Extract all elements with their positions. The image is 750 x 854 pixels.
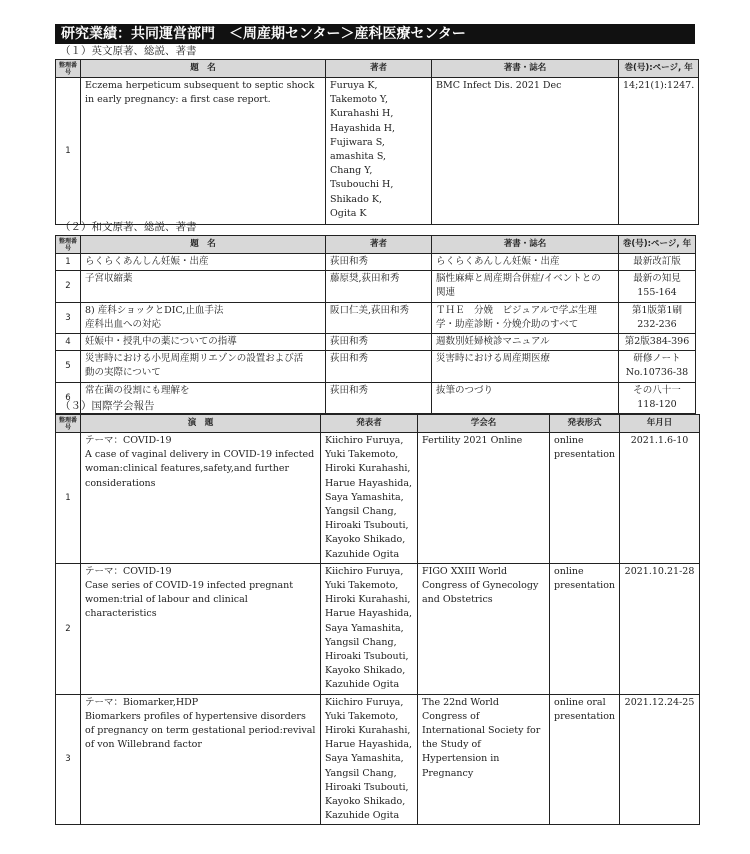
paper-pages: [619, 302, 696, 333]
authors-text: 荻田和秀: [330, 336, 369, 348]
pages-line: 第1版第1刷: [631, 304, 683, 316]
paper-title: [81, 78, 326, 225]
paper-journal: [432, 382, 619, 413]
presenter-name: Hiroki Kurahashi,: [325, 463, 411, 475]
presenter-name: Kayoko Shikado,: [325, 796, 406, 808]
paper-pages: [619, 351, 696, 382]
col-header-pages: 巻(号):ページ, 年: [619, 60, 699, 78]
journal-line: 災害時における周産期医療: [436, 353, 551, 365]
col-header-title: 演 題: [81, 415, 321, 433]
conference-name: [418, 694, 550, 825]
presentation-title-text: Case series of COVID-19 infected pregnant women:trial of labour and clinical characteristics: [85, 580, 294, 620]
presentation-theme: テーマ：COVID-19: [85, 435, 172, 446]
row-number: [56, 271, 81, 302]
presenter-name: Saya Yamashita,: [325, 491, 404, 503]
row-number: [56, 694, 81, 825]
pages-line: その八十一: [633, 384, 681, 396]
paper-authors: [326, 302, 432, 333]
col-header-journal: 著書・誌名: [432, 236, 619, 254]
paper-journal: [432, 78, 619, 225]
paper-title-line: 産科出血への対応: [85, 318, 162, 330]
paper-pages: [619, 382, 696, 413]
presenter-name: Kazuhide Ogita: [325, 810, 400, 822]
presenter-name: Hiroki Kurahashi,: [325, 725, 411, 737]
row-number-text: 2: [65, 281, 71, 292]
paper-journal: [432, 351, 619, 382]
row-number: [56, 302, 81, 333]
paper-title: [81, 302, 326, 333]
paper-title-line: 妊娠中・授乳中の薬についての指導: [85, 336, 237, 348]
presenter-name: Kayoko Shikado,: [325, 534, 406, 546]
presentation-title-text: Biomarkers profiles of hypertensive disorders of pregnancy on term gestational period:revival of von Willebrand factor: [85, 710, 316, 751]
paper-authors: [326, 382, 432, 413]
presenter-name: Kiichiro Furuya,: [325, 696, 404, 708]
author-name: Chang Y,: [330, 165, 373, 177]
presenter-name: Kazuhide Ogita: [325, 679, 400, 691]
author-name: Takemoto Y,: [330, 94, 388, 106]
paper-title-line: 動の実際について: [85, 367, 161, 379]
paper-journal: [432, 271, 619, 302]
pages-line: 155-164: [637, 287, 677, 299]
paper-journal: [432, 302, 619, 333]
journal-line: 抜筆のつづり: [436, 384, 494, 396]
paper-pages: [619, 254, 696, 271]
presentation-title: [81, 694, 321, 825]
journal-line: 関連: [436, 287, 456, 299]
paper-authors: [326, 254, 432, 271]
presenter-name: Hiroki Kurahashi,: [325, 594, 411, 606]
presenter-name: Kayoko Shikado,: [325, 665, 406, 677]
pages-line: 118-120: [637, 398, 677, 410]
row-number-text: 1: [65, 492, 71, 503]
table-row: [56, 78, 699, 225]
conference-text: The 22nd World Congress of International Society for the Study of Hypertension in Pregnancy: [422, 696, 541, 779]
presenters: [321, 694, 418, 825]
col-header-presenters: 発表者: [321, 415, 418, 433]
row-number: [56, 351, 81, 382]
authors-text: 藤原奨,荻田和秀: [330, 273, 400, 285]
col-header-number: 整理番号: [56, 415, 81, 433]
paper-authors: [326, 351, 432, 382]
section3-heading: （３）国際学会報告: [60, 400, 155, 412]
table-row: [56, 694, 700, 825]
japanese-papers-table: [55, 235, 696, 414]
date-text: 2021.1.6-10: [630, 435, 689, 446]
paper-authors: [326, 78, 432, 225]
table-row: [56, 433, 700, 564]
col-header-journal: 著書・誌名: [432, 60, 619, 78]
journal-text: BMC Infect Dis. 2021 Dec: [436, 80, 562, 91]
row-number: [56, 78, 81, 225]
journal-line: 学・助産診断・分娩介助のすべて: [436, 318, 579, 330]
section1-heading: （１）英文原著、総説、著書: [60, 45, 197, 57]
pages-line: 研修ノート: [633, 353, 681, 365]
authors-text: 荻田和秀: [330, 256, 369, 267]
paper-title-line: 常在菌の役割にも理解を: [85, 384, 190, 396]
presenter-name: Saya Yamashita,: [325, 753, 404, 765]
author-name: Ogita K: [330, 207, 367, 219]
col-header-number: 整理番号: [56, 60, 81, 78]
table-row: [56, 334, 696, 351]
paper-title: [81, 351, 326, 382]
presentation-title-text: A case of vaginal delivery in COVID-19 infected woman:clinical features,safety,and further considerations: [85, 449, 315, 489]
col-header-date: 年月日: [620, 415, 700, 433]
conference-name: [418, 563, 550, 694]
presenter-name: Hiroaki Tsubouti,: [325, 781, 409, 793]
pages-line: 232-236: [637, 318, 677, 330]
paper-title-line: 8) 産科ショックとDIC,止血手法: [85, 304, 224, 316]
format-text: online oral presentation: [554, 696, 616, 722]
date-text: 2021.12.24-25: [624, 696, 695, 708]
col-header-title: 題 名: [81, 236, 326, 254]
paper-journal: [432, 334, 619, 351]
presenter-name: Kazuhide Ogita: [325, 548, 400, 560]
row-number-text: 3: [65, 312, 71, 323]
format-text: online presentation: [554, 565, 616, 592]
presentation-format: [550, 433, 620, 564]
author-name: Tsubouchi H,: [330, 179, 394, 191]
row-number-text: 6: [65, 392, 71, 403]
row-number-text: 1: [65, 257, 71, 267]
col-header-format: 発表形式: [550, 415, 620, 433]
presentation-theme: テーマ：COVID-19: [85, 565, 172, 577]
col-header-conference: 学会名: [418, 415, 550, 433]
author-name: amashita S,: [330, 151, 387, 163]
presenter-name: Yuki Takemoto,: [325, 580, 399, 592]
row-number: [56, 433, 81, 564]
authors-text: 荻田和秀: [330, 353, 369, 365]
section2-heading: （２）和文原著、総説、著書: [60, 221, 197, 233]
journal-line: らくらくあんしん妊娠・出産: [436, 256, 560, 267]
paper-journal: [432, 254, 619, 271]
table-row: [56, 254, 696, 271]
author-name: Hayashida H,: [330, 122, 396, 134]
pages-line: 最新改訂版: [633, 256, 681, 267]
paper-pages: [619, 78, 699, 225]
presenter-name: Yangsil Chang,: [325, 506, 397, 518]
conference-text: FIGO XXIII World Congress of Gynecology and Obstetrics: [422, 565, 539, 606]
page-title: 研究業績：共同運営部門 ＜周産期センター＞産科医療センター: [55, 24, 695, 44]
paper-title-line: 災害時における小児周産期リエゾンの設置および活: [85, 353, 304, 365]
row-number-text: 2: [65, 623, 71, 634]
date-text: 2021.10.21-28: [624, 565, 695, 577]
row-number: [56, 254, 81, 271]
presentation-format: [550, 563, 620, 694]
paper-title: [81, 334, 326, 351]
pages-text: 14;21(1):1247.: [623, 80, 695, 91]
presenter-name: Yangsil Chang,: [325, 767, 397, 779]
author-name: Fujiwara S,: [330, 136, 385, 148]
presentation-date: [620, 563, 700, 694]
presentation-format: [550, 694, 620, 825]
conference-text: Fertility 2021 Online: [422, 435, 523, 446]
col-header-authors: 著者: [326, 60, 432, 78]
presenter-name: Kiichiro Furuya,: [325, 435, 404, 446]
presentation-theme: テーマ：Biomarker,HDP: [85, 696, 199, 708]
presenter-name: Yuki Takemoto,: [325, 710, 399, 722]
col-header-number: 整理番号: [56, 236, 81, 254]
col-header-title: 題 名: [81, 60, 326, 78]
journal-line: 脳性麻痺と周産期合併症/イベントとの: [436, 273, 601, 285]
presenter-name: Yangsil Chang,: [325, 636, 397, 648]
table-row: [56, 563, 700, 694]
presenters: [321, 563, 418, 694]
presenters: [321, 433, 418, 564]
presenter-name: Yuki Takemoto,: [325, 449, 399, 461]
presentation-title: [81, 563, 321, 694]
paper-title-line: らくらくあんしん妊娠・出産: [85, 256, 209, 267]
row-number-text: 5: [65, 361, 71, 372]
col-header-authors: 著者: [326, 236, 432, 254]
presentation-date: [620, 433, 700, 564]
presentation-title: [81, 433, 321, 564]
journal-line: ＴＨＥ 分娩 ビジュアルで学ぶ生理: [436, 304, 597, 316]
row-number: [56, 563, 81, 694]
author-name: Kurahashi H,: [330, 108, 394, 120]
english-papers-table: [55, 59, 699, 225]
paper-title-text: Eczema herpeticum subsequent to septic shock in early pregnancy: a first case report.: [85, 80, 315, 106]
table-row: [56, 351, 696, 382]
authors-text: 荻田和秀: [330, 384, 369, 396]
paper-title: [81, 271, 326, 302]
presenter-name: Harue Hayashida,: [325, 608, 413, 620]
paper-pages: [619, 334, 696, 351]
row-number: [56, 334, 81, 351]
paper-title-line: 子宮収縮薬: [85, 273, 133, 285]
authors-text: 阪口仁美,荻田和秀: [330, 304, 410, 316]
pages-line: 第2版384-396: [624, 336, 690, 348]
paper-authors: [326, 271, 432, 302]
col-header-pages: 巻(号):ページ, 年: [619, 236, 696, 254]
presenter-name: Harue Hayashida,: [325, 739, 413, 751]
pages-line: 最新の知見: [633, 273, 681, 285]
presenter-name: Hiroaki Tsubouti,: [325, 651, 409, 663]
format-text: online presentation: [554, 435, 616, 461]
presenter-name: Hiroaki Tsubouti,: [325, 520, 409, 532]
table-row: [56, 302, 696, 333]
paper-title: [81, 254, 326, 271]
pages-line: No.10736-38: [625, 367, 689, 379]
paper-pages: [619, 271, 696, 302]
author-name: Shikado K,: [330, 193, 383, 205]
presenter-name: Harue Hayashida,: [325, 477, 413, 489]
presenter-name: Kiichiro Furuya,: [325, 565, 404, 577]
row-number-text: 3: [65, 754, 71, 765]
paper-authors: [326, 334, 432, 351]
table-row: [56, 271, 696, 302]
row-number-text: 1: [65, 145, 71, 156]
author-name: Furuya K,: [330, 80, 378, 91]
row-number-text: 4: [65, 337, 71, 348]
conference-name: [418, 433, 550, 564]
presenter-name: Saya Yamashita,: [325, 622, 404, 634]
international-presentations-table: [55, 414, 700, 825]
journal-line: 週数別妊婦検診マニュアル: [436, 336, 550, 348]
presentation-date: [620, 694, 700, 825]
